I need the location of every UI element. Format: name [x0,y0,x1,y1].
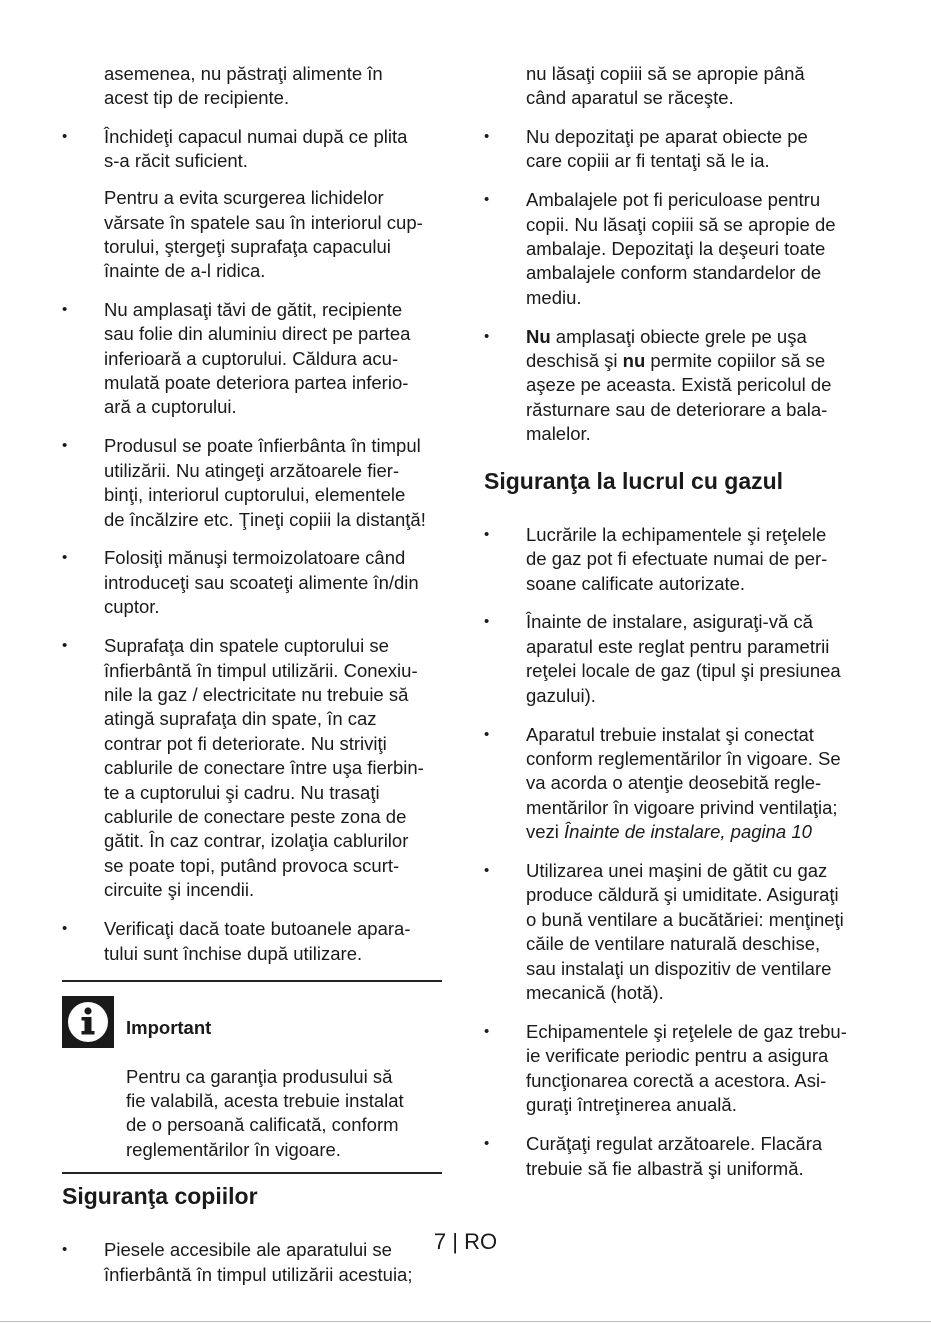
list-item: • Nu amplasaţi tăvi de gătit, recipiente sau folie din aluminiu direct pe partea inferioară a cuptorului. Căldura acu- mulată poate deteriora partea inferio- ară a cuptorului. [62,298,457,420]
list-item: • Echipamentele şi reţelele de gaz trebu- ie verificate periodic pentru a asigura funcţionarea corectă a acestora. Asi- guraţi întreţinerea anuală. [484,1020,879,1118]
list-text: permite copiilor să se aşeze pe aceasta. Există pericolul de răsturnare sau de deteriorare a bala- malelor. [526,350,832,445]
cross-reference-link: Înainte de instalare, pagina 10 [564,821,812,843]
list-item: • Lucrările la echipamentele şi reţelele de gaz pot fi efectuate numai de per- soane calificate autorizate. [484,523,879,596]
list-item: • Curăţaţi regulat arzătoarele. Flacăra trebuie să fie albastră şi uniformă. [484,1132,879,1181]
section-heading-children-safety: Siguranţa copiilor [62,1183,258,1210]
bold-word: nu [622,350,646,372]
list-item [484,723,879,845]
bold-word: Nu [526,325,551,347]
list-item: • Verificaţi dacă toate butoanele apara- tului sunt închise după utilizare. [62,917,457,966]
list-item: • Piesele accesibile ale aparatului se înfierbântă în timpul utilizării acestuia; [62,1238,457,1287]
right-column [484,62,879,1195]
list-item: • Utilizarea unei maşini de gătit cu gaz produce căldură şi umiditate. Asiguraţi o bună ventilare a bucătăriei: menţineţi căile de ventilare naturală deschise, sau instalaţi un dispozitiv de ventilare mecanică (hotă). [484,859,879,1005]
info-icon [62,996,114,1048]
page-edge-divider [0,1321,931,1322]
list-item-note: Pentru a evita scurgerea lichidelor vărsate în spatele sau în interiorul cup- torului, ştergeţi suprafaţa capacului înainte de a-l ridica. [104,187,423,282]
section-heading-gas-safety: Siguranţa la lucrul cu gazul [484,467,784,494]
list-item: • Folosiţi mănuşi termoizolatoare când introduceţi sau scoateţi alimente în/din cuptor. [62,546,457,619]
right-intro-text: nu lăsaţi copiii să se apropie până când aparatul se răceşte. [526,63,805,109]
list-item: • Ambalajele pot fi periculoase pentru copii. Nu lăsaţi copiii să se apropie de ambalaje. Depozitaţi la deşeuri toate ambalajele conform standardelor de mediu. [484,188,879,310]
page-number: 7 | RO [433,1229,498,1254]
left-column [62,62,457,1302]
list-item: • Produsul se poate înfierbânta în timpul utilizării. Nu atingeţi arzătoarele fier- binţi, interiorul cuptorului, elementele de încălzire etc. Ţineţi copiii la distanţă! [62,434,457,532]
important-text: Pentru ca garanţia produsului să fie valabilă, acesta trebuie instalat de o persoană calificată, conform reglementărilor în vigoare. [126,1065,404,1160]
important-title: Important [126,1016,212,1038]
list-item: • Suprafaţa din spatele cuptorului se înfierbântă în timpul utilizării. Conexiu- nile la gaz / electricitate nu trebuie să atingă suprafaţa din spate, în caz contrar pot fi deteriorate. Nu striviţi cablurile de conectare între uşa fierbin- te a cuptorului şi cadru. Nu trasaţi cablurile de conectare peste zona de gătit. În caz contrar, izolaţia cablurilor se poate topi, putând provoca scurt- circuite şi incendii. [62,634,457,902]
left-intro-text: asemenea, nu păstraţi alimente în acest tip de recipiente. [104,63,383,109]
list-text: amplasaţi obiecte grele pe uşa deschisă şi [526,325,807,372]
list-item: • Înainte de instalare, asiguraţi-vă că aparatul este reglat pentru parametrii reţelei locale de gaz (tipul şi presiunea gazului). [484,610,879,708]
important-notice [62,980,442,1174]
list-item: • Nu depozitaţi pe aparat obiecte pe care copiii ar fi tentaţi să le ia. [484,125,879,174]
list-item: • Închideţi capacul numai după ce plita s-a răcit suficient. [62,125,457,174]
list-text: Aparatul trebuie instalat şi conectat conform reglementărilor în vigoare. Se va acorda o atenţie deosebită regle- mentărilor în vigoare privind ventilaţia; vezi [526,723,841,843]
important-body [126,991,442,1162]
list-item [484,325,879,447]
